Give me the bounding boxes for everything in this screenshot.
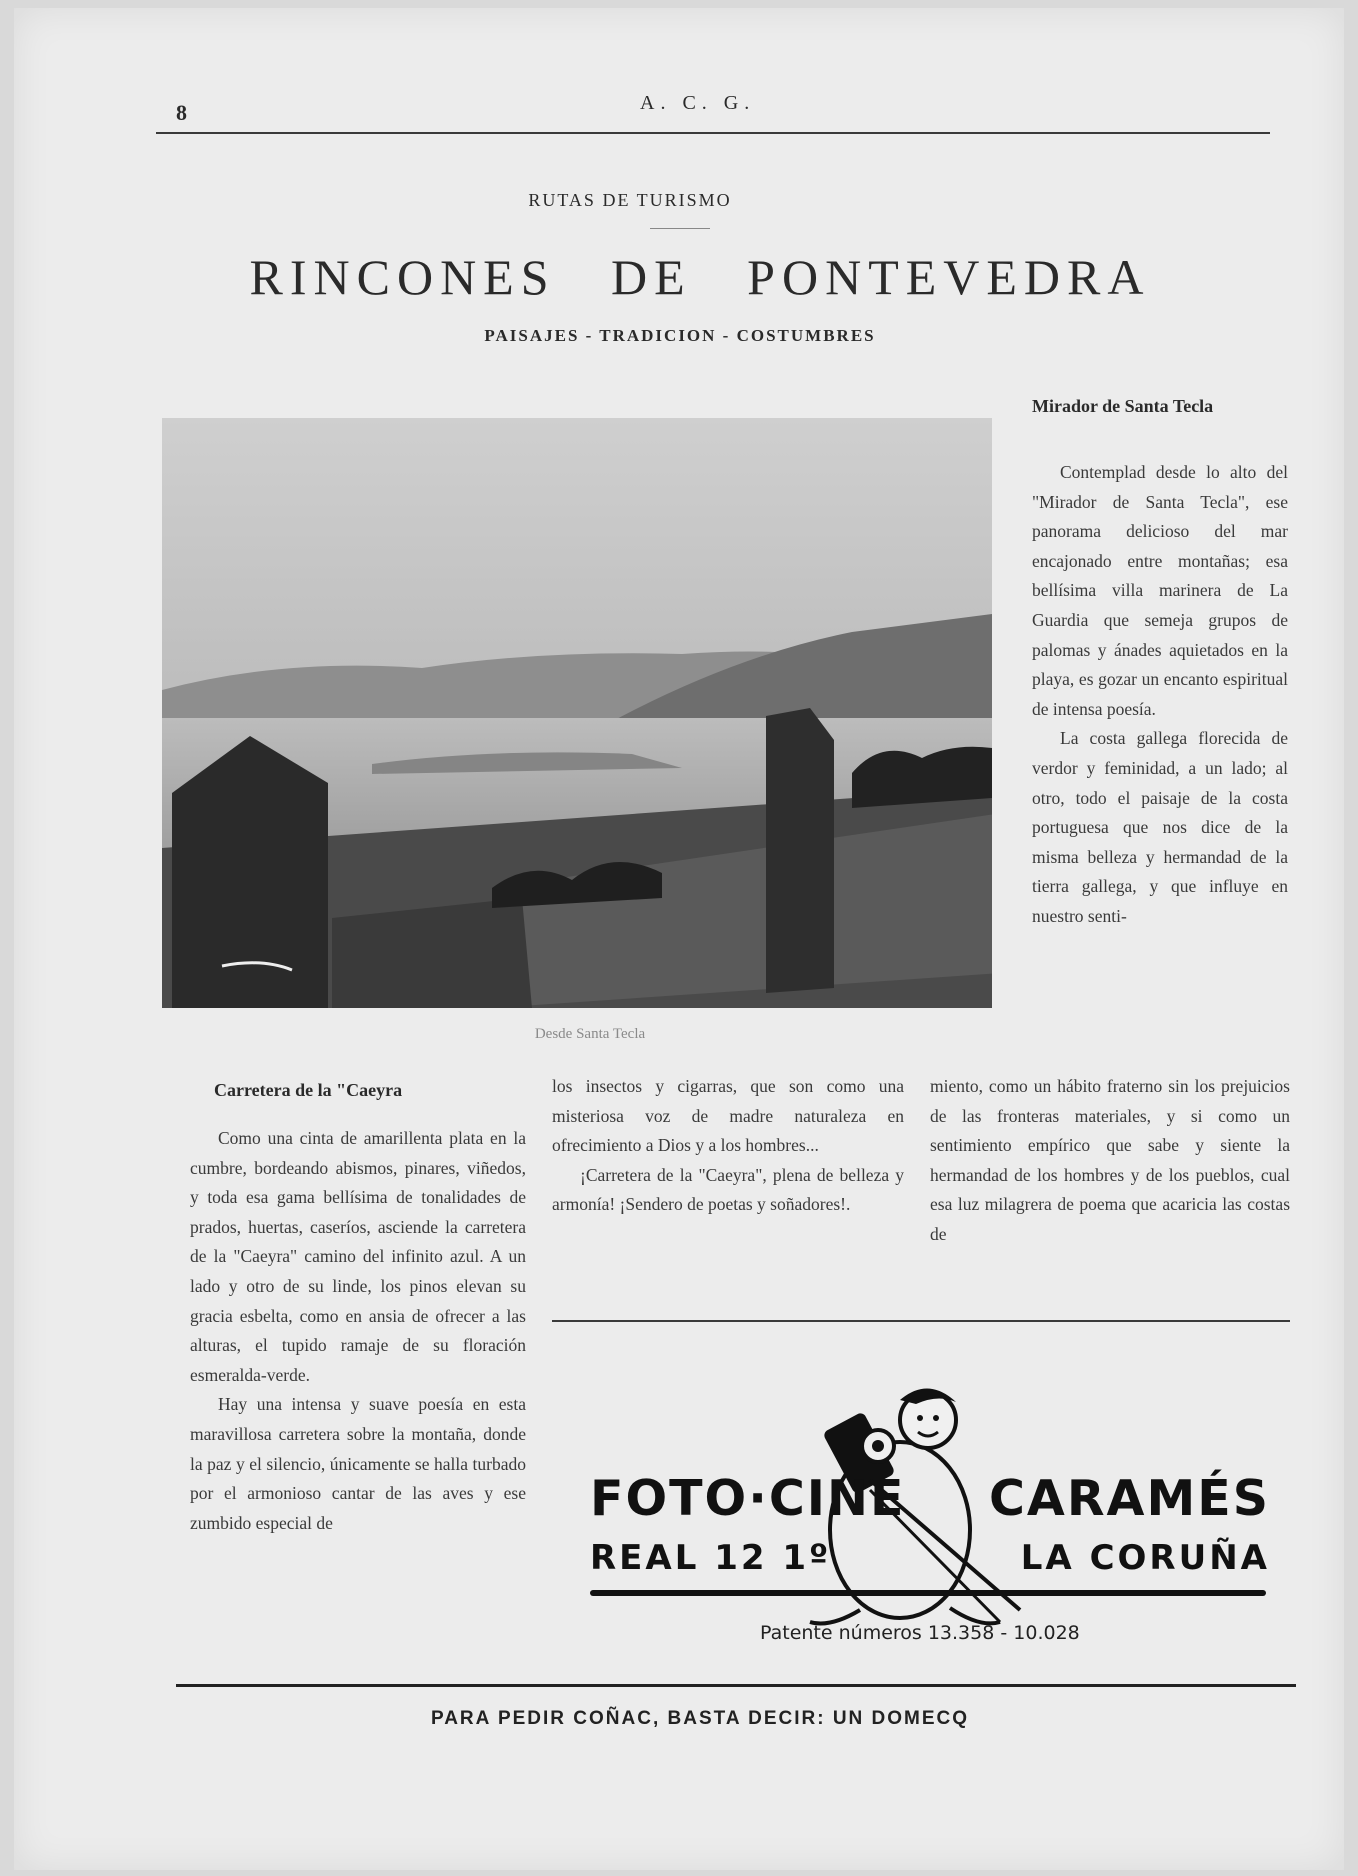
footer-rule (176, 1684, 1296, 1687)
advertisement-address-left: REAL 12 1º (590, 1538, 832, 1578)
landscape-photo (162, 418, 992, 1008)
advertisement-underline (590, 1590, 1266, 1596)
column1-text (190, 1124, 526, 1538)
sidebar-heading: Mirador de Santa Tecla (1032, 396, 1214, 416)
column1-paragraph: Como una cinta de amarillenta plata en la cumbre, bordeando abismos, pinares, viñedos, y toda esa gama bellísima de tonalidades de prados, huertas, caseríos, asciende la carretera de la "Caeyra" camino del infinito azul. A un lado y otro de su linde, los pinos elevan su gracia esbelta, como en ansia de ofrecer a las alturas, el tupido ramaje de su floración esmeralda-verde. (190, 1128, 526, 1385)
landscape-photo-illustration (162, 418, 992, 1008)
photo-caption: Desde Santa Tecla (534, 1026, 646, 1042)
sidebar-text (1032, 458, 1288, 932)
article-subtitle: PAISAJES - TRADICION - COSTUMBRES (484, 326, 876, 345)
advertisement-top-rule (552, 1320, 1290, 1322)
kicker-rule (650, 228, 710, 229)
sidebar-paragraph: La costa gallega florecida de verdor y feminidad, a un lado; al otro, todo el paisaje de la costa portuguesa que nos dice de la misma belleza y hermandad de la tierra gallega, y que influye en nuestro senti- (1032, 728, 1288, 926)
page-number: 8 (176, 100, 187, 125)
advertisement-brand-left: FOTO·CINE (590, 1470, 906, 1527)
column3-text (930, 1072, 1290, 1250)
column2-paragraph: los insectos y cigarras, que son como una misteriosa voz de madre naturaleza en ofrecimiento a Dios y a los hombres... (552, 1076, 904, 1156)
column2-text (552, 1072, 904, 1220)
footer-slogan: PARA PEDIR COÑAC, BASTA DECIR: UN DOMECQ (430, 1708, 970, 1729)
advertisement-address-right: LA CORUÑA (1020, 1538, 1270, 1578)
header-rule (156, 132, 1270, 134)
running-head: A. C. G. (640, 92, 756, 114)
sidebar-paragraph: Contemplad desde lo alto del "Mirador de Santa Tecla", ese panorama delicioso del mar encajonado entre montañas; esa bellísima villa marinera de La Guardia que semeja grupos de palomas y ánades aquietados en la playa, es gozar un encanto espiritual de intensa poesía. (1032, 462, 1288, 719)
article-title: RINCONES DE PONTEVEDRA (249, 249, 1151, 305)
advertisement-brand-line (590, 1470, 1270, 1527)
column1-heading: Carretera de la "Caeyra (214, 1080, 403, 1100)
column1-paragraph: Hay una intensa y suave poesía en esta maravillosa carretera sobre la montaña, donde la paz y el silencio, únicamente se halla turbado por el armonioso cantar de las aves y ese zumbido especial de (190, 1394, 526, 1533)
column3-paragraph: miento, como un hábito fraterno sin los prejuicios de las fronteras materiales, y si como un sentimiento empírico que sabe y siente la hermandad de los hombres y de los pueblos, cual esa luz milagrera de poema que acaricia las costas de (930, 1076, 1290, 1244)
section-kicker: RUTAS DE TURISMO (528, 190, 732, 210)
advertisement-patent: Patente números 13.358 - 10.028 (760, 1622, 1080, 1644)
column2-paragraph: ¡Carretera de la "Caeyra", plena de belleza y armonía! ¡Sendero de poetas y soñadores!. (552, 1164, 904, 1215)
advertisement-address-line (590, 1538, 1270, 1578)
advertisement-brand-right: CARAMÉS (988, 1470, 1270, 1527)
